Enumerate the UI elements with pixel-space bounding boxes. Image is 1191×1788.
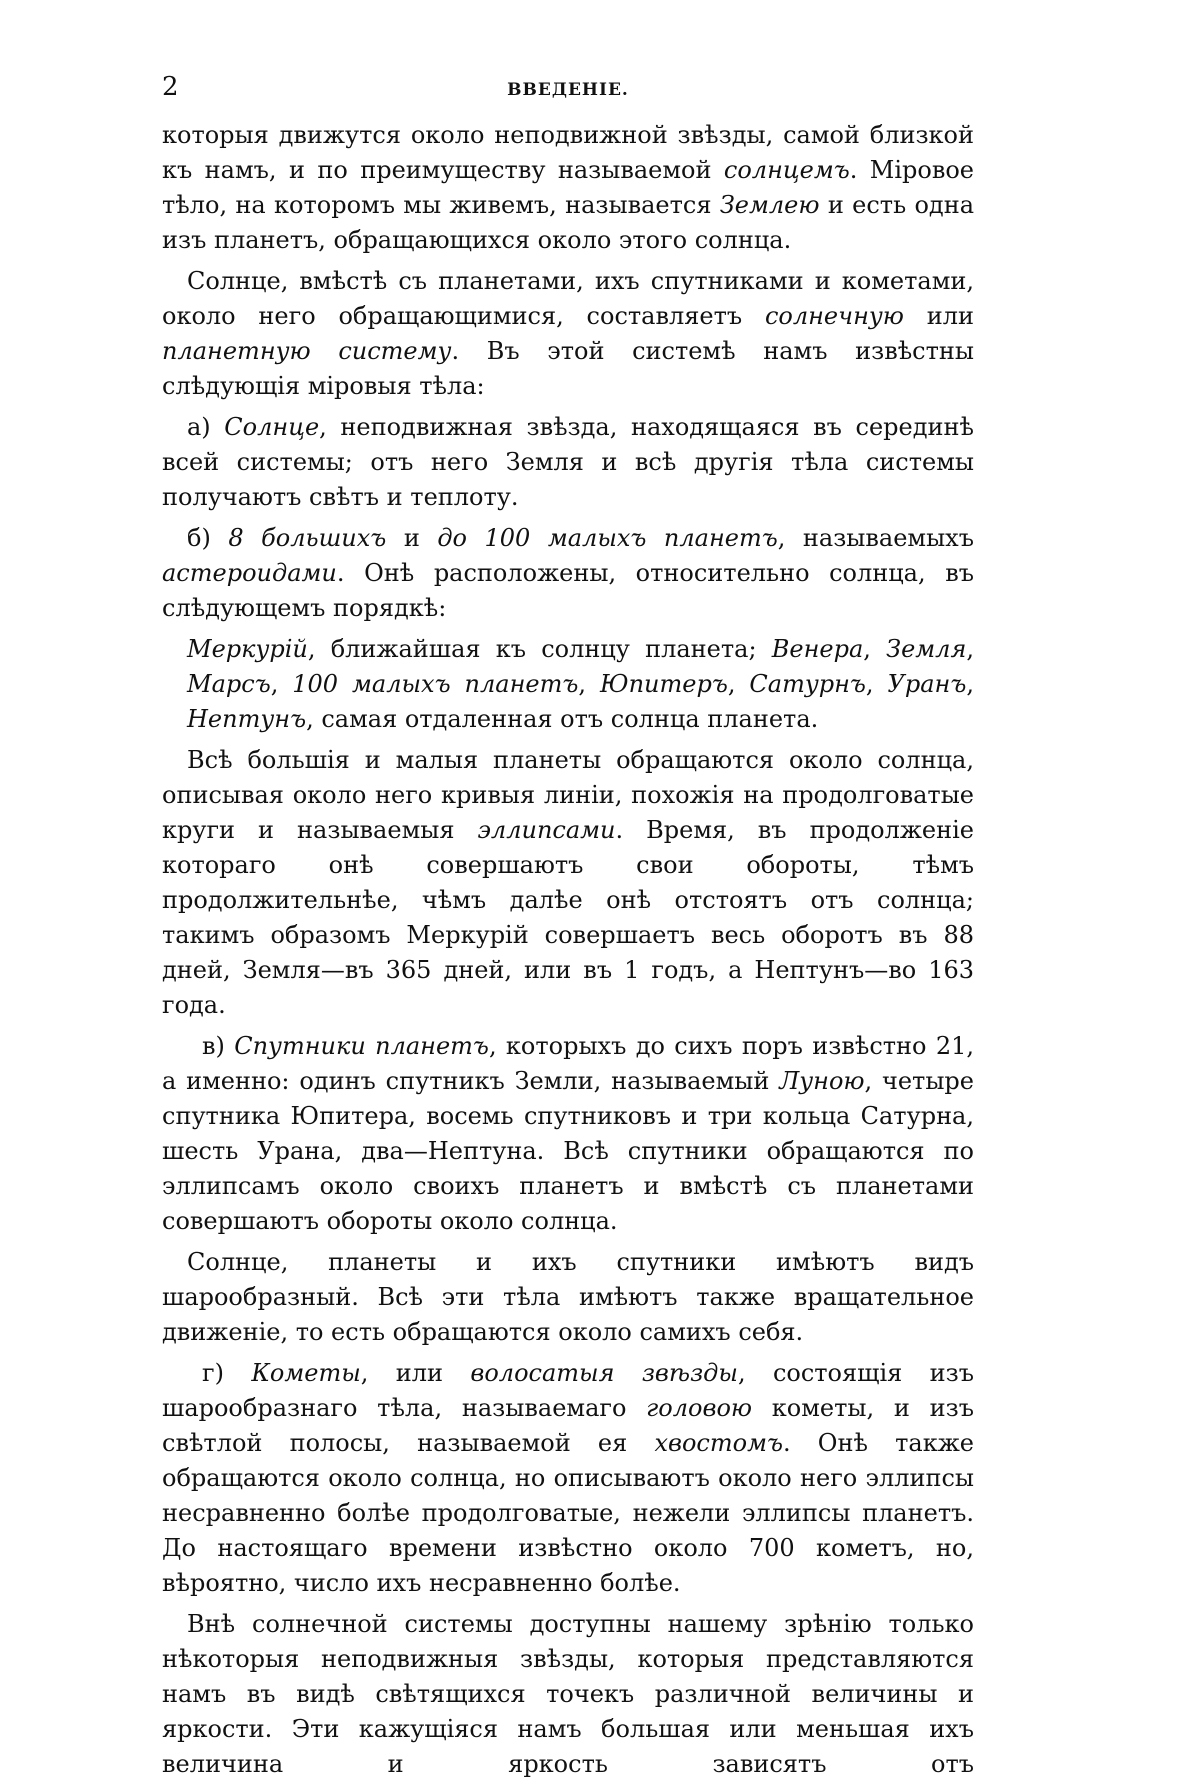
paragraph-9-item-g <box>162 1356 974 1601</box>
list-marker: а) <box>187 413 225 441</box>
text-run: которыя движутся около неподвижной звѣзды, самой близкой къ намъ, и по преимуществу называемой <box>162 121 974 184</box>
italic-term: Спутники планетъ <box>234 1032 489 1060</box>
italic-term: Сатурнъ <box>749 670 866 698</box>
italic-term: волосатыя звѣзды <box>470 1359 738 1387</box>
book-page <box>162 72 974 1788</box>
text-run: Солнце, планеты и ихъ спутники имѣютъ видъ шарообразный. Всѣ эти тѣла имѣютъ также вращательное движеніе, то есть обращаются около самихъ себя. <box>162 1248 974 1346</box>
italic-term: Луною <box>779 1067 865 1095</box>
text-run: , четыре спутника Юпитера, восемь спутниковъ и три кольца Сатурна, шесть Урана, два—Нептуна. Всѣ спутники обращаются по эллипсамъ около своихъ планетъ и вмѣстѣ съ планетами совершаютъ обороты около солнца. <box>162 1067 974 1235</box>
italic-term: Венера <box>771 635 864 663</box>
running-title: ВВЕДЕНІЕ. <box>507 80 629 100</box>
text-run: , ближайшая къ солнцу планета; <box>307 635 772 663</box>
page-header <box>162 72 974 112</box>
italic-term: эллипсами <box>477 816 616 844</box>
text-run: Солнце, вмѣстѣ съ планетами, ихъ спутниками и кометами, около него обращающимися, составляетъ <box>162 267 974 330</box>
paragraph-6 <box>162 743 974 1023</box>
list-marker: в) <box>202 1032 235 1060</box>
text-run: , <box>270 670 293 698</box>
list-marker: г) <box>202 1359 252 1387</box>
italic-term: хвостомъ <box>654 1429 783 1457</box>
italic-term: астероидами <box>162 559 337 587</box>
italic-term: Нептунъ <box>187 705 307 733</box>
text-run: . Онѣ расположены, относительно солнца, въ слѣдующемъ порядкѣ: <box>162 559 974 622</box>
text-run: или <box>903 302 974 330</box>
text-run: , состоящія изъ шарообразнаго тѣла, называемаго <box>162 1359 974 1422</box>
text-run: кометы, и изъ свѣтлой полосы, называемой ея <box>162 1394 974 1457</box>
italic-term: солнечную <box>764 302 904 330</box>
text-run: . Въ этой системѣ намъ извѣстны слѣдующія міровыя тѣла: <box>162 337 974 400</box>
paragraph-7-item-v <box>162 1029 974 1239</box>
text-run: , или <box>360 1359 471 1387</box>
text-run: и <box>386 524 438 552</box>
text-run: , называемыхъ <box>777 524 974 552</box>
list-marker: б) <box>187 524 229 552</box>
italic-term: Земля <box>886 635 967 663</box>
paragraph-8 <box>162 1245 974 1350</box>
paragraph-4-item-b <box>162 521 974 626</box>
paragraph-3-item-a <box>162 410 974 515</box>
paragraph-10 <box>162 1607 974 1782</box>
italic-term: 100 малыхъ планетъ <box>292 670 579 698</box>
text-run: , которыхъ до сихъ поръ извѣстно 21, а именно: одинъ спутникъ Земли, называемый <box>162 1032 974 1095</box>
text-run: и есть одна изъ планетъ, обращающихся около этого солнца. <box>162 191 974 254</box>
text-run: Внѣ солнечной системы доступны нашему зрѣнію только нѣкоторыя неподвижныя звѣзды, которыя представляются намъ въ видѣ свѣтящихся точекъ различной величины и яркости. Эти кажущіяся намъ большая или меньшая ихъ величина и яркость зависятъ отъ <box>162 1610 974 1778</box>
paragraph-5-planet-order <box>162 632 974 737</box>
italic-term: до 100 малыхъ планетъ <box>437 524 778 552</box>
text-run: , <box>966 670 974 698</box>
text-run: , <box>727 670 750 698</box>
text-run: Всѣ большія и малыя планеты обращаются около солнца, описывая около него кривыя линіи, похожія на продолговатые круги и называемыя <box>162 746 974 844</box>
italic-term: Уранъ <box>887 670 967 698</box>
italic-term: Кометы <box>251 1359 361 1387</box>
italic-term: Юпитеръ <box>599 670 728 698</box>
text-run: , <box>863 635 887 663</box>
italic-term: 8 большихъ <box>228 524 387 552</box>
text-run: , <box>865 670 888 698</box>
text-run: . Онѣ также обращаются около солнца, но описываютъ около него эллипсы несравненно болѣе продолговатые, нежели эллипсы планетъ. До настоящаго времени извѣстно около 700 кометъ, но, вѣроятно, число ихъ несравненно болѣе. <box>162 1429 974 1597</box>
paragraph-2 <box>162 264 974 404</box>
text-run: , самая отдаленная отъ солнца планета. <box>306 705 819 733</box>
italic-term: Землею <box>719 191 820 219</box>
page-number: 2 <box>162 72 179 102</box>
italic-term: планетную систему <box>162 337 452 365</box>
italic-term: Марсъ <box>187 670 271 698</box>
text-run: . Время, въ продолженіе котораго онѣ совершаютъ свои обороты, тѣмъ продолжительнѣе, чѣмъ далѣе онѣ отстоятъ отъ солнца; такимъ образомъ Меркурій совершаетъ весь оборотъ въ 88 дней, Земля—въ 365 дней, или въ 1 годъ, а Нептунъ—во 163 года. <box>162 816 975 1019</box>
italic-term: солнцемъ <box>723 156 850 184</box>
paragraph-1 <box>162 118 974 258</box>
italic-term: головою <box>646 1394 753 1422</box>
text-run: , <box>578 670 600 698</box>
text-run: , <box>966 635 974 663</box>
italic-term: Солнце <box>224 413 320 441</box>
text-run: . Міровое тѣло, на которомъ мы живемъ, называется <box>162 156 975 219</box>
text-run: , неподвижная звѣзда, находящаяся въ серединѣ всей системы; отъ него Земля и всѣ другія тѣла системы получаютъ свѣтъ и теплоту. <box>162 413 974 511</box>
italic-term: Меркурій <box>187 635 308 663</box>
